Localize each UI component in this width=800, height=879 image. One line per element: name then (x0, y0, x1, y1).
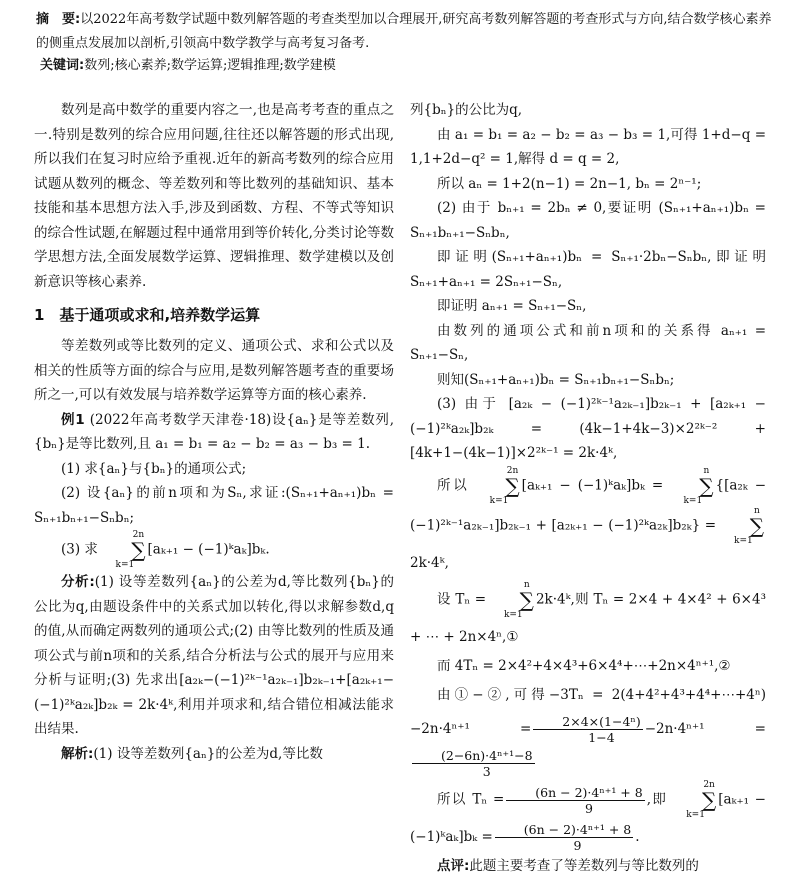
sum-symbol: ∑ (699, 473, 714, 498)
r10-part-c: 2k·4ᵏ, (410, 554, 449, 571)
sum-lower: k=1 (686, 810, 705, 820)
example-1-label: 例1 (61, 411, 85, 428)
right-line-4: (2) 由于 bₙ₊₁ = 2bₙ ≠ 0,要证明 (Sₙ₊₁+aₙ₊₁)bₙ = Sₙ₊₁bₙ₊₁−Sₙbₙ, (410, 200, 766, 241)
analysis-label: 分析: (61, 574, 95, 590)
right-line-9: (3) 由于 [a₂ₖ − (−1)²ᵏ⁻¹a₂ₖ₋₁]b₂ₖ₋₁ + [a₂ₖ₊₁ − (−1)²ᵏa₂ₖ]b₂ₖ = (4k−1+4k−3)×2²ᵏ⁻² + [4k+1−(4k−1)]×2²ᵏ⁻¹ = 2k·4ᵏ, (410, 396, 766, 461)
r11-prefix: 设 Tₙ = (437, 591, 487, 607)
summation-n-b (723, 506, 764, 546)
keywords-label: 关键词: (40, 58, 85, 73)
fraction-3-num: (6n − 2)·4ⁿ⁺¹ + 8 (506, 785, 644, 801)
r10-part-b: {[a₂ₖ − (−1)²ᵏ⁻¹a₂ₖ₋₁]b₂ₖ₋₁ + [a₂ₖ₊₁ − (−1)²ᵏa₂ₖ]b₂ₖ} = (410, 477, 767, 533)
r10-part-a: [aₖ₊₁ − (−1)ᵏaₖ]bₖ = (521, 477, 664, 493)
r14-part-b: [aₖ₊₁ − (−1)ᵏaₖ]bₖ = (410, 791, 766, 845)
fraction-3 (506, 785, 644, 816)
fraction-2 (412, 748, 535, 779)
solution-label: 解析: (61, 745, 94, 762)
sum-symbol: ∑ (131, 538, 146, 562)
section-1-paragraph: 等差数列或等比数列的定义、通项公式、求和公式以及相关的性质等方面的综合与应用,是数列解答题考查的重要场所之一,可以有效发展与培养数学运算等方面的核心素养. (34, 338, 394, 403)
r14-mid: ,即 (646, 791, 668, 808)
right-line-8: 则知(Sₙ₊₁+aₙ₊₁)bₙ = Sₙ₊₁bₙ₊₁−Sₙbₙ; (437, 371, 675, 388)
fraction-4 (495, 822, 633, 853)
comment-label: 点评: (437, 858, 470, 874)
r13-text: 由①−②,可得−3Tₙ = 2(4+4²+4³+4⁴+⋯+4ⁿ)−2n·4ⁿ⁺¹ = (410, 687, 766, 737)
example-1 (34, 408, 394, 457)
right-line-6: 即证明 aₙ₊₁ = Sₙ₊₁−Sₙ, (437, 298, 587, 314)
analysis-text: (1) 设等差数列{aₙ}的公差为d,等比数列{bₙ}的公比为q,由题设条件中的关系式加以转化,得以求解参数d,q的值,从而确定两数列的通项公式;(2) 由等比数列的性质及通项公式与前n项和的关系,结合分析法与公式的展开与应用来分析与证明;(3) 先求出[a₂ₖ−(−1)²ᵏ⁻¹a₂ₖ₋₁]b₂ₖ₋₁+[a₂ₖ₊₁−(−1)²ᵏa₂ₖ]b₂ₖ = 2k·4ᵏ,利用并项求和,结合错位相减法能求出结果. (34, 574, 394, 737)
right-line-1: 列{bₙ}的公比为q, (410, 102, 523, 118)
sum-lower: k=1 (733, 535, 753, 546)
sum-symbol: ∑ (701, 788, 717, 812)
keywords-text: 数列;核心素养;数学运算;逻辑推理;数学建模 (84, 58, 336, 73)
sum-symbol: ∑ (505, 473, 520, 498)
right-line-10 (410, 466, 766, 580)
comment (410, 854, 766, 879)
right-line-14: 所以 Tₙ = $\frac{\text{(6n − 2)·4ⁿ⁺¹ + 8}}{9}$ ,即 2n ∑ k=1[aₖ₊₁ − (−1)ᵏaₖ]bₖ = $\frac{\text{(6n − 2)·4ⁿ⁺¹ + 8}}{9}$ . (410, 780, 766, 853)
right-line-11 (410, 580, 766, 654)
summation-n (672, 466, 713, 506)
question-3-prefix: (3) 求 (61, 541, 98, 558)
r13-mid: −2n·4ⁿ⁺¹ = (644, 721, 766, 737)
fraction-4-den: 9 (573, 838, 582, 853)
fraction-1 (533, 714, 642, 745)
sum-upper: 2n (506, 465, 519, 476)
abstract-text: 以2022年高考数学试题中数列解答题的考查类型加以合理展开,研究高考数列解答题的考查形式与方向,结合数学核心素养的侧重点发展加以剖析,引领高中数学教学与高考复习备考. (36, 12, 772, 51)
intro-paragraph: 数列是高中数学的重要内容之一,也是高考考查的重点之一.特别是数列的综合应用问题,往往还以解答题的形式出现,所以我们在复习时应给予重视.近年的新高考数列的综合应用试题从数列的概念、等差数列和等比数列的基础知识、基本技能和基本思想方法入手,涉及到函数、方程、不等式等知识的综合性试题,在解题过程中通常用到等价转化,分类讨论等数学思想方法,全面发展数学运算、逻辑推理、数学建模以及创新意识等核心素养. (34, 102, 394, 290)
right-line-5: 即证明(Sₙ₊₁+aₙ₊₁)bₙ = Sₙ₊₁·2bₙ−Sₙbₙ,即证明 Sₙ₊₁+aₙ₊₁ = 2Sₙ₊₁−Sₙ, (410, 249, 766, 290)
right-line-12: 而 4Tₙ = 2×4²+4×4³+6×4⁴+⋯+2n×4ⁿ⁺¹,② (437, 657, 731, 674)
keywords (40, 56, 336, 76)
section-1-heading: 1 基于通项或求和,培养数学运算 (34, 306, 261, 324)
sum-lower: k=1 (503, 609, 523, 620)
fraction-1-den: 1−4 (588, 730, 615, 745)
solution-text: (1) 设等差数列{aₙ}的公差为d,等比数 (93, 745, 323, 762)
fraction-4-num: (6n − 2)·4ⁿ⁺¹ + 8 (495, 822, 633, 838)
right-column (410, 98, 766, 879)
fraction-2-num: (2−6n)·4ⁿ⁺¹−8 (412, 748, 535, 764)
left-column (34, 98, 394, 766)
fraction-1-num: 2×4×(1−4ⁿ) (533, 714, 642, 730)
sum-upper: n (753, 505, 760, 516)
right-line-7: 由数列的通项公式和前n项和的关系得 aₙ₊₁ = Sₙ₊₁−Sₙ, (410, 322, 766, 363)
fraction-3-den: 9 (585, 800, 593, 816)
r10-prefix: 所以 (437, 477, 470, 493)
sum-lower: k=1 (115, 560, 135, 570)
right-line-2: 由 a₁ = b₁ = a₂ − b₂ = a₃ − b₃ = 1,可得 1+d−q = 1,1+2d−q² = 1,解得 d = q = 2, (410, 126, 766, 167)
fraction-2-den: 3 (482, 764, 491, 779)
summation-n-d (675, 780, 716, 820)
sum-lower: k=1 (683, 495, 703, 506)
solution (34, 742, 394, 767)
abstract (36, 8, 776, 56)
question-1: (1) 求{aₙ}与{bₙ}的通项公式; (61, 460, 247, 477)
summation-2n (104, 530, 145, 570)
question-3 (34, 530, 394, 570)
sum-symbol: ∑ (749, 513, 764, 538)
r14-prefix: 所以 Tₙ = (437, 791, 505, 808)
sum-lower: k=1 (489, 495, 509, 506)
summation-n-c (493, 580, 534, 620)
example-1-text: (2022年高考数学天津卷·18)设{aₙ}是等差数列,{bₙ}是等比数列,且 a₁ = b₁ = a₂ − b₂ = a₃ − b₃ = 1. (34, 411, 394, 452)
sum-upper: n (523, 579, 530, 590)
right-line-13 (410, 678, 766, 780)
comment-text: 此题主要考查了等差数列与等比数列的 (469, 858, 699, 874)
right-line-3: 所以 aₙ = 1+2(n−1) = 2n−1, bₙ = 2ⁿ⁻¹; (437, 175, 702, 192)
analysis (34, 570, 394, 742)
sum-upper: n (703, 465, 710, 476)
sum-symbol: ∑ (519, 587, 534, 612)
question-3-expr: [aₖ₊₁ − (−1)ᵏaₖ]bₖ. (147, 541, 270, 558)
r11-text: 2k·4ᵏ,则 Tₙ = 2×4 + 4×4² + 6×4³ + ⋯ + 2n×4ⁿ,① (410, 591, 766, 645)
sum-upper: 2n (132, 530, 145, 540)
question-2: (2) 设{aₙ}的前n项和为Sₙ,求证:(Sₙ₊₁+aₙ₊₁)bₙ = Sₙ₊₁bₙ₊₁−Sₙbₙ; (34, 485, 394, 526)
summation-2n-b (478, 466, 519, 506)
abstract-label: 摘 要: (36, 12, 81, 27)
sum-upper: 2n (703, 780, 715, 790)
